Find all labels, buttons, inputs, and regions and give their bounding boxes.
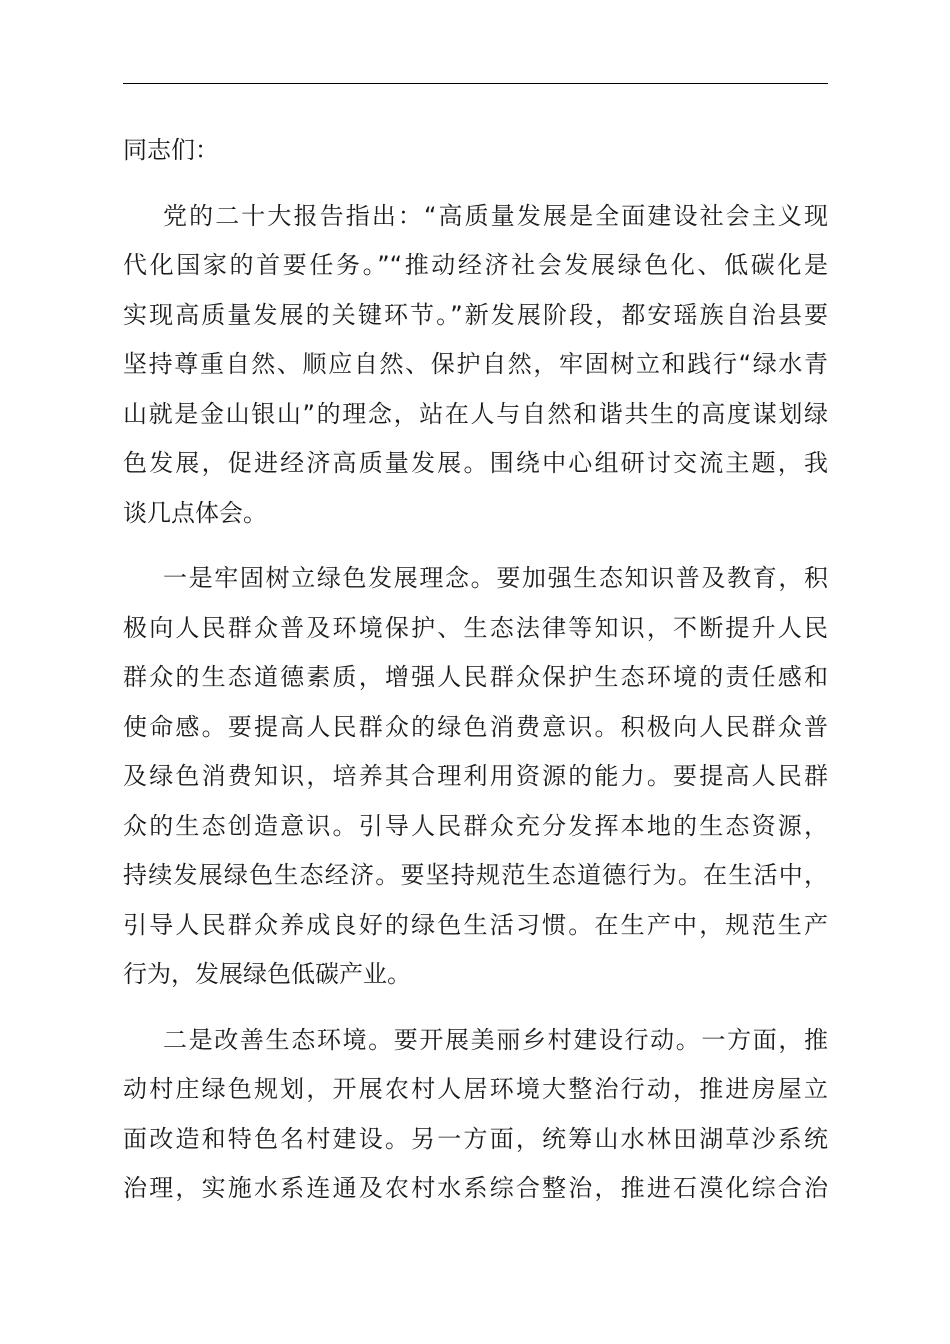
paragraph-line: 色发展，促进经济高质量发展。围绕中心组研讨交流主题，我 [123, 449, 828, 477]
paragraph-line: 一是牢固树立绿色发展理念。要加强生态知识普及教育，积 [163, 564, 828, 592]
paragraph-line: 极向人民群众普及环境保护、生态法律等知识，不断提升人民 [123, 613, 828, 642]
paragraph-line: 群众的生态道德素质，增强人民群众保护生态环境的责任感和 [123, 663, 828, 691]
paragraph-line: 及绿色消费知识，培养其合理利用资源的能力。要提高人民群 [123, 762, 828, 790]
document-body [123, 126, 828, 1230]
paragraph-line: 众的生态创造意识。引导人民群众充分发挥本地的生态资源， [123, 811, 828, 840]
paragraph-line: 持续发展绿色生态经济。要坚持规范生态道德行为。在生活中， [123, 861, 828, 889]
paragraph-line: 实现高质量发展的关键环节。”新发展阶段，都安瑶族自治县要 [123, 300, 828, 329]
header-rule [123, 83, 828, 84]
paragraph-line: 山就是金山银山”的理念，站在人与自然和谐共生的高度谋划绿 [123, 399, 828, 428]
paragraph-line: 行为，发展绿色低碳产业。 [123, 960, 411, 988]
paragraph-line: 坚持尊重自然、顺应自然、保护自然，牢固树立和践行“绿水青 [123, 350, 828, 378]
paragraph-3 [123, 1016, 828, 1214]
paragraph-line: 面改造和特色名村建设。另一方面，统筹山水林田湖草沙系统 [123, 1124, 828, 1153]
paragraph-line: 党的二十大报告指出：“高质量发展是全面建设社会主义现 [163, 201, 828, 230]
paragraph-line: 代化国家的首要任务。”“推动经济社会发展绿色化、低碳化是 [123, 251, 828, 279]
paragraph-1 [123, 192, 828, 539]
paragraph-line: 二是改善生态环境。要开展美丽乡村建设行动。一方面，推 [163, 1025, 828, 1054]
paragraph-2 [123, 554, 828, 1000]
paragraph-line: 谈几点体会。 [123, 498, 267, 527]
paragraph-line: 动村庄绿色规划，开展农村人居环境大整治行动，推进房屋立 [123, 1075, 828, 1103]
paragraph-line: 治理，实施水系连通及农村水系综合整治，推进石漠化综合治 [123, 1174, 828, 1202]
paragraph-line: 使命感。要提高人民群众的绿色消费意识。积极向人民群众普 [123, 712, 828, 741]
paragraph-line: 引导人民群众养成良好的绿色生活习惯。在生产中，规范生产 [123, 910, 828, 939]
salutation: 同志们： [123, 136, 219, 164]
